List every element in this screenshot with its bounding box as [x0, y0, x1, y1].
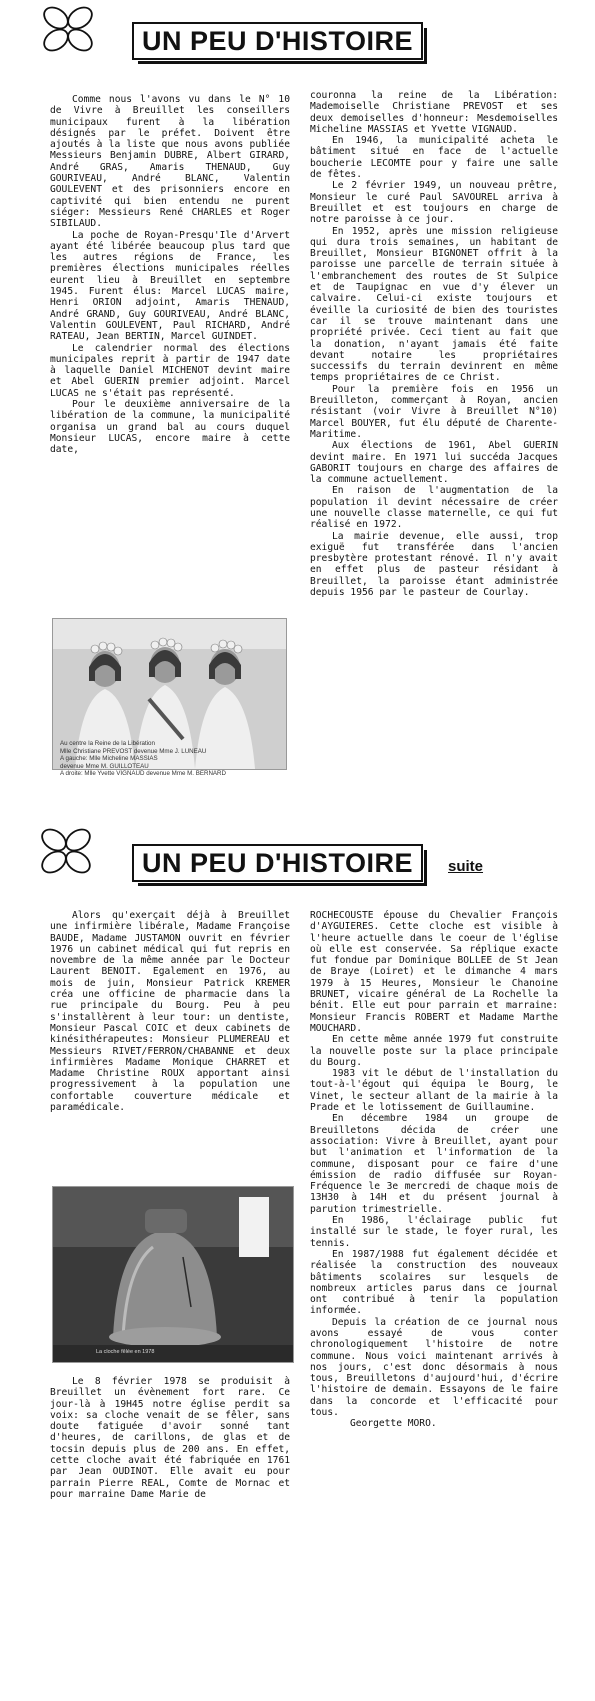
paragraph: Depuis la création de ce journal nous avons essayé de vous conter chronologiquement l'histoire de notre commune. Nous voici maintenant arrivés à nos jours, c'est donc désormais à nous tous, Breuilletons d'aujourd'hui, d'écrire l'histoire de demain. Essayons de le faire dans la concorde et l'efficacité pour tous. [310, 1316, 558, 1419]
paragraph: En 1946, la municipalité acheta le bâtiment situé en face de l'actuelle boucherie LECOMTE pour y faire une salle de fêtes. [310, 135, 558, 181]
clover-logo-icon [34, 826, 98, 876]
paragraph: Comme nous l'avons vu dans le N° 10 de Vivre à Breuillet les conseillers municipaux furent à la libération désignés par le préfet. Doivent être ajoutés à la liste que nous avons publiée Messieurs Benjamin DUBRE, Albert GIRARD, André GRAS, Amaris THENAUD, Guy GOURIVEAU, André BLANC, Valentin GOULEVENT et des prisonniers encore en captivité qui bien entendu ne purent siéger: Messieurs René CHARLES et Roger SIBILAUD. [50, 94, 290, 230]
paragraph: En 1986, l'éclairage public fut installé sur le stade, le foyer rural, les tennis. [310, 1215, 558, 1249]
queen-photo-caption [60, 740, 280, 778]
article-column-2 [310, 90, 558, 598]
paragraph: couronna la reine de la Libération: Mademoiselle Christiane PREVOST et ses deux demoiselles d'honneur: Mesdemoiselles Micheline MASSIAS et Yvette VIGNAUD. [310, 90, 558, 135]
paragraph: Pour le deuxième anniversaire de la libération de la commune, la municipalité organisa un grand bal au cours duquel Monsieur LUCAS, encore maire à cette date, [50, 399, 290, 456]
bell-photo-caption: La cloche fêlée en 1978 [96, 1349, 155, 1355]
article-column-1 [50, 910, 290, 1113]
paragraph: En décembre 1984 un groupe de Breuilletons décida de créer une association: Vivre à Breuillet, ayant pour but l'animation et l'information de la commune, disposant pour ce faire d'une émission de radio diffusée sur Royan-Fréquence le 3e mercredi de chaque mois de 13H30 à 14H et du présent journal à parution trimestrielle. [310, 1113, 558, 1215]
article-section-1 [0, 0, 595, 800]
paragraph: ROCHECOUSTE épouse du Chevalier François d'AYGUIERES. Cette cloche est visible à l'heure actuelle dans le coeur de l'église où elle est conservée. Sa réplique exacte fut fondue par Dominique BOLLEE de St Jean de Braye (Loiret) et le dimanche 4 mars 1979 à 15 Heures, Monsieur le Chanoine BRUNET, vicaire général de La Rochelle la bénit. Elle eut pour parrain et marraine: Monsieur Francis ROBERT et Madame Marthe MOUCHARD. [310, 910, 558, 1034]
paragraph: En 1987/1988 fut également décidée et réalisée la construction des nouveaux bâtiments scolaires sur lesquels de nombreux articles parus dans ce journal ont contribué à tenir la population informée. [310, 1248, 558, 1317]
paragraph: Le calendrier normal des élections municipales reprit à partir de 1947 date à laquelle Daniel MICHENOT devint maire et Abel GUERIN premier adjoint. Marcel LUCAS ne s'était pas représenté. [50, 342, 290, 399]
paragraph: Aux élections de 1961, Abel GUERIN devint maire. En 1971 lui succéda Jacques GABORIT toujours en charge des affaires de la commune actuellement. [310, 440, 558, 486]
article-column-2 [310, 910, 558, 1430]
caption-line: Au centre la Reine de la Libération [60, 740, 155, 747]
caption-line: devenue Mme M. GUILLOTEAU [60, 762, 149, 770]
article-section-2 [0, 820, 595, 1701]
caption-line: A droite: Mlle Yvette VIGNAUD devenue Mme M. BERNARD [60, 770, 226, 778]
paragraph: 1983 vit le début de l'installation du tout-à-l'égout qui équipa le Bourg, le Vinet, le secteur allant de la mairie à la Prade et le lotissement de Guillaumine. [310, 1068, 558, 1114]
caption-line: A gauche: Mlle Micheline MASSIAS [60, 755, 158, 763]
article-column-1 [50, 94, 290, 456]
paragraph: En 1952, après une mission religieuse qui dura trois semaines, un habitant de Breuillet, Monsieur BIGNONET offrit à la paroisse une parcelle de terrain située à l'embranchement des routes de St Sulpice et de Taupignac en vue d'y élever un calvaire. Celui-ci existe toujours et éveille la curiosité de bien des touristes car il se trouve maintenant dans une propriété privée. Ceci tient au fait que la donation, n'ayant jamais été faite devant notaire les propriétaires successifs du terrain devinrent en même temps propriétaires de ce Christ. [310, 225, 558, 384]
paragraph: En cette même année 1979 fut construite la nouvelle poste sur la place principale du Bourg. [310, 1034, 558, 1068]
paragraph: Alors qu'exerçait déjà à Breuillet une infirmière libérale, Madame Françoise BAUDE, Madame JUSTAMON ouvrit en février 1976 un cabinet médical qui fut repris en novembre de la même année par le Docteur Laurent BENOIT. Egalement en 1976, au mois de juin, Monsieur Patrick KREMER créa une officine de pharmacie dans la rue principale du Bourg. Peu à peu s'installèrent à leur tour: un dentiste, Monsieur Pascal COIC et deux cabinets de kinésithérapeutes: Monsieur PLUMEREAU et Messieurs RIVET/FERRON/CHABANNE et deux infirmières Madame Monique CHARRET et Madame Christine ROUX apportant ainsi progressivement à la population une confortable couverture médicale et paramédicale. [50, 910, 290, 1114]
paragraph: Le 2 février 1949, un nouveau prêtre, Monsieur le curé Paul SAVOUREL arriva à Breuillet et est toujours en charge de notre paroisse à ce jour. [310, 180, 558, 226]
paragraph: Le 8 février 1978 se produisit à Breuillet un évènement fort rare. Ce jour-là à 19H45 notre église perdit sa voix: sa cloche venait de se fêler, sans doute fatiguée d'avoir sonné tant d'heures, de carillons, de glas et de tocsin depuis plus de 200 ans. En effet, cette cloche avait été fabriquée en 1761 par Jean OUDINOT. Elle avait eu pour parrain Pierre REAL, Comte de Mornac et pour marraine Dame Marie de [50, 1376, 290, 1500]
page-title: UN PEU D'HISTOIRE [132, 22, 423, 60]
page-title: UN PEU D'HISTOIRE [132, 844, 423, 882]
paragraph: Pour la première fois en 1956 un Breuilleton, commerçant à Royan, ancien résistant (voir Vivre à Breuillet N°10) Marcel BOUYER, fut élu député de Charente-Maritime. [310, 383, 558, 440]
article-column-1-continued [50, 1376, 290, 1500]
title-suite: suite [448, 858, 484, 875]
clover-logo-icon [36, 4, 100, 54]
paragraph: La poche de Royan-Presqu'Ile d'Arvert ayant été libérée beaucoup plus tard que les autres régions de France, les premières élections municipales réelles eurent lieu à Breuillet en septembre 1945. Furent élus: Marcel LUCAS maire, Henri ORION adjoint, Amaris THENAUD, André GRAND, Guy GOURIVEAU, André BLANC, Valentin GOULEVENT, Paul RICHARD, André RATEAU, Jean BERTIN, Marcel GUINDET. [50, 229, 290, 343]
bell-photo [52, 1186, 294, 1363]
paragraph: La mairie devenue, elle aussi, trop exiguë fut transférée dans l'ancien presbytère protestant rénové. Il n'y avait en effet plus de pasteur résidant à Breuillet, la paroisse étant administrée depuis 1956 par le pasteur de Courlay. [310, 530, 558, 599]
signature: Georgette MORO. [350, 1418, 437, 1430]
caption-line: Mlle Christiane PREVOST devenue Mme J. LUNEAU [60, 747, 207, 755]
paragraph: En raison de l'augmentation de la population il devint nécessaire de créer une nouvelle classe maternelle, ce qui fut réalisé en 1972. [310, 485, 558, 531]
